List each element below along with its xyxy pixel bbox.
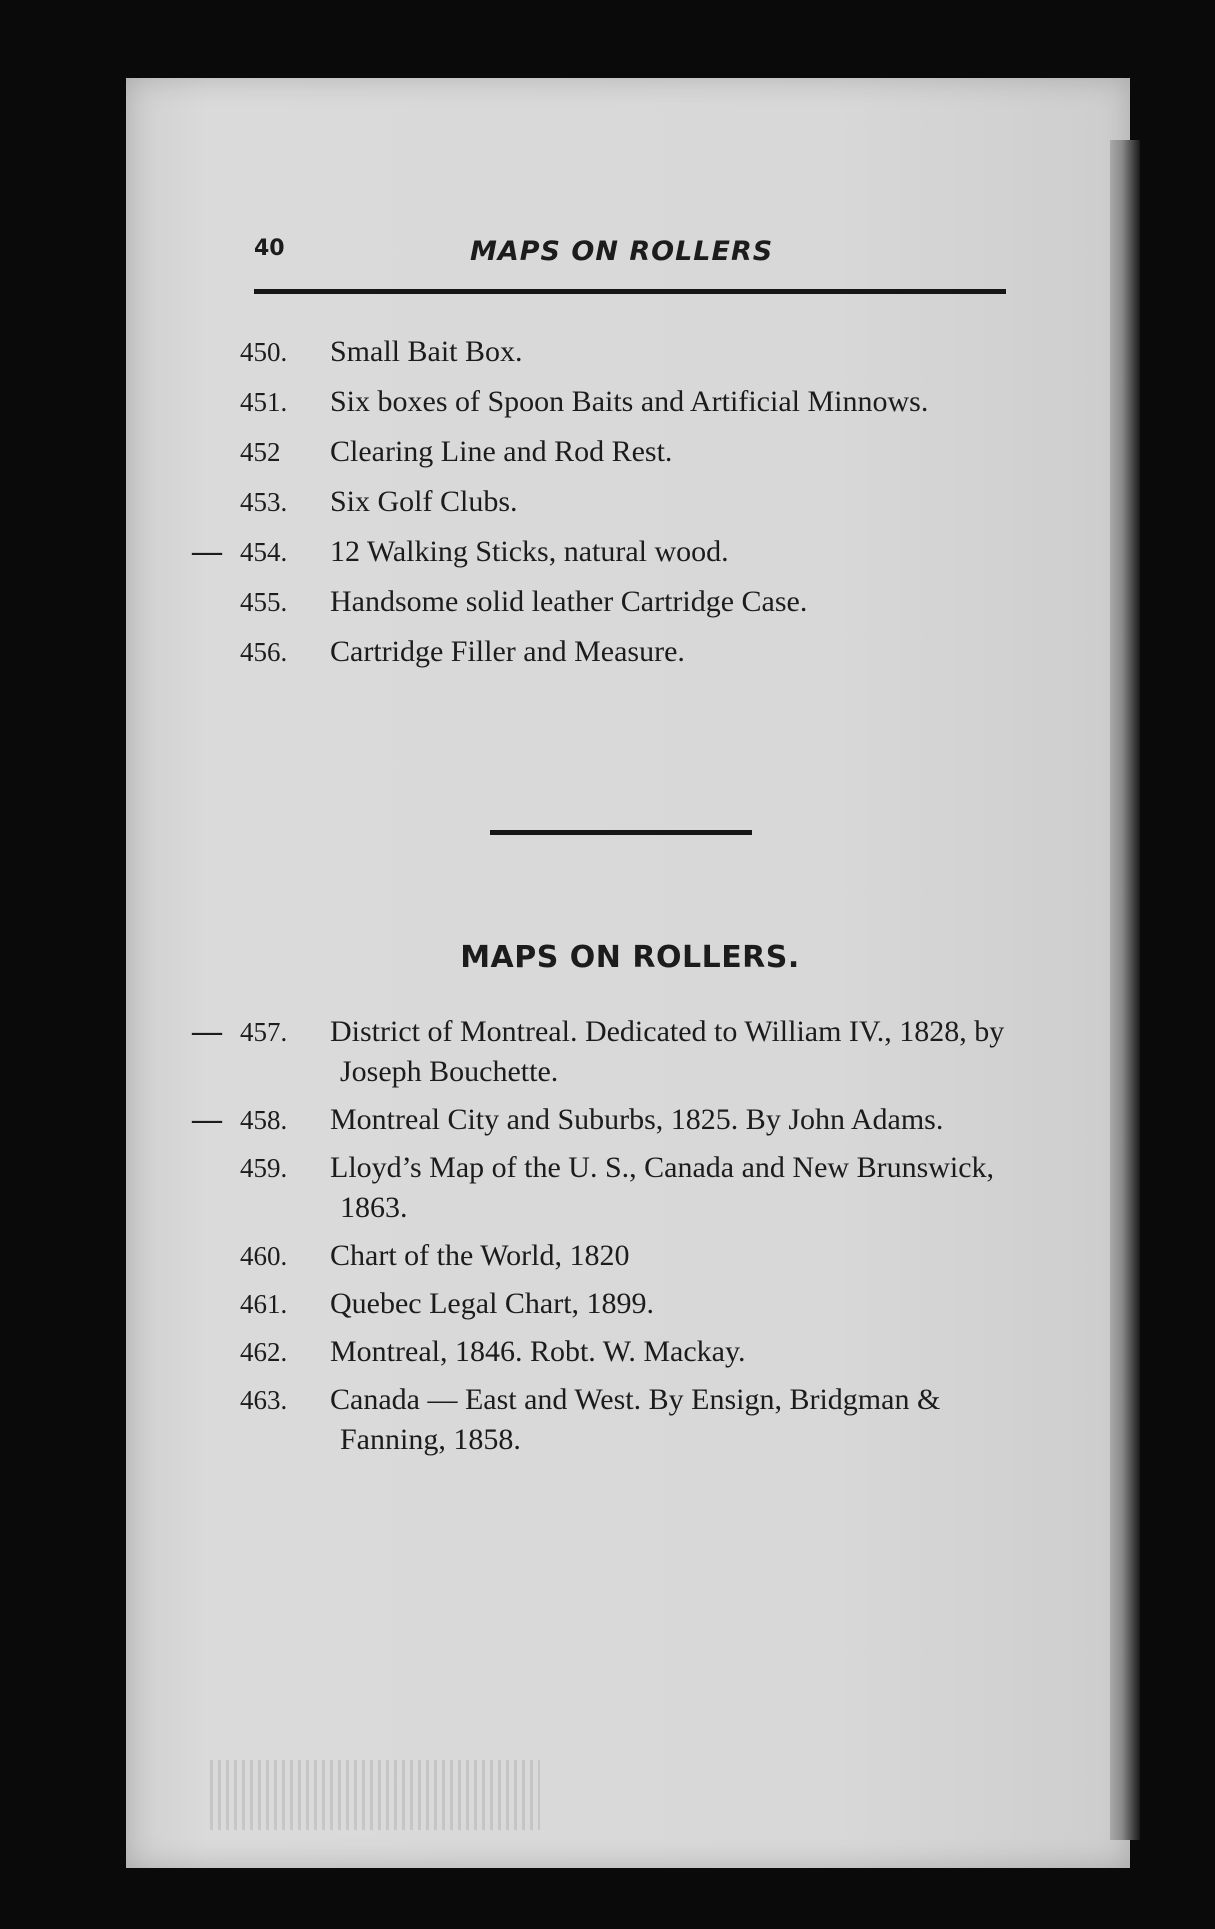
item-text: Six Golf Clubs. xyxy=(330,485,518,518)
item-text: Canada — East and West. By Ensign, Bridgman & Fanning, 1858. xyxy=(330,1383,941,1456)
list-item xyxy=(240,632,1010,672)
item-number: 458. xyxy=(240,1105,288,1135)
item-text: Chart of the World, 1820 xyxy=(330,1239,630,1272)
item-list-maps xyxy=(192,1012,1010,1468)
page-edge-shadow xyxy=(1110,140,1140,1840)
section-divider xyxy=(490,830,752,835)
page-number: 40 xyxy=(254,236,285,261)
item-text: Handsome solid leather Cartridge Case. xyxy=(330,585,808,618)
item-text: District of Montreal. Dedicated to William IV., 1828, by Joseph Bouchette. xyxy=(330,1015,1005,1088)
list-item xyxy=(240,332,1010,372)
margin-tick-mark: — xyxy=(192,535,222,568)
margin-tick-mark: — xyxy=(192,1015,222,1048)
section-heading: MAPS ON ROLLERS. xyxy=(460,940,800,975)
item-number: 452 xyxy=(240,437,281,467)
list-item xyxy=(240,1148,1010,1228)
list-item xyxy=(240,382,1010,422)
item-number: 455. xyxy=(240,587,288,617)
list-item xyxy=(240,482,1010,522)
item-number: 460. xyxy=(240,1241,288,1271)
item-text: Montreal City and Suburbs, 1825. By John Adams. xyxy=(330,1103,944,1136)
library-stamp-faded xyxy=(210,1760,540,1830)
item-list-miscellaneous xyxy=(192,332,1010,682)
list-item xyxy=(240,1284,1010,1324)
list-item xyxy=(240,582,1010,622)
item-number: 450. xyxy=(240,337,288,367)
item-text: Cartridge Filler and Measure. xyxy=(330,635,685,668)
item-text: Montreal, 1846. Robt. W. Mackay. xyxy=(330,1335,746,1368)
item-text: Six boxes of Spoon Baits and Artificial Minnows. xyxy=(330,385,929,418)
item-text: Clearing Line and Rod Rest. xyxy=(330,435,673,468)
list-item xyxy=(240,1380,1010,1460)
item-number: 456. xyxy=(240,637,288,667)
item-number: 451. xyxy=(240,387,288,417)
item-text: Small Bait Box. xyxy=(330,335,523,368)
item-text: Lloyd’s Map of the U. S., Canada and New Brunswick, 1863. xyxy=(330,1151,995,1224)
item-number: 462. xyxy=(240,1337,288,1367)
page-header xyxy=(254,236,1004,280)
header-rule xyxy=(254,289,1006,294)
item-number: 454. xyxy=(240,537,288,567)
item-number: 463. xyxy=(240,1385,288,1415)
margin-tick-mark: — xyxy=(192,1103,222,1136)
item-number: 453. xyxy=(240,487,288,517)
running-head: MAPS ON ROLLERS xyxy=(470,236,774,267)
list-item xyxy=(240,432,1010,472)
list-item xyxy=(240,1332,1010,1372)
list-item xyxy=(192,1012,1010,1092)
list-item xyxy=(192,532,1010,572)
item-number: 461. xyxy=(240,1289,288,1319)
item-text: Quebec Legal Chart, 1899. xyxy=(330,1287,655,1320)
item-text: 12 Walking Sticks, natural wood. xyxy=(330,535,729,568)
item-number: 457. xyxy=(240,1017,288,1047)
item-number: 459. xyxy=(240,1153,288,1183)
list-item xyxy=(240,1236,1010,1276)
list-item xyxy=(192,1100,1010,1140)
